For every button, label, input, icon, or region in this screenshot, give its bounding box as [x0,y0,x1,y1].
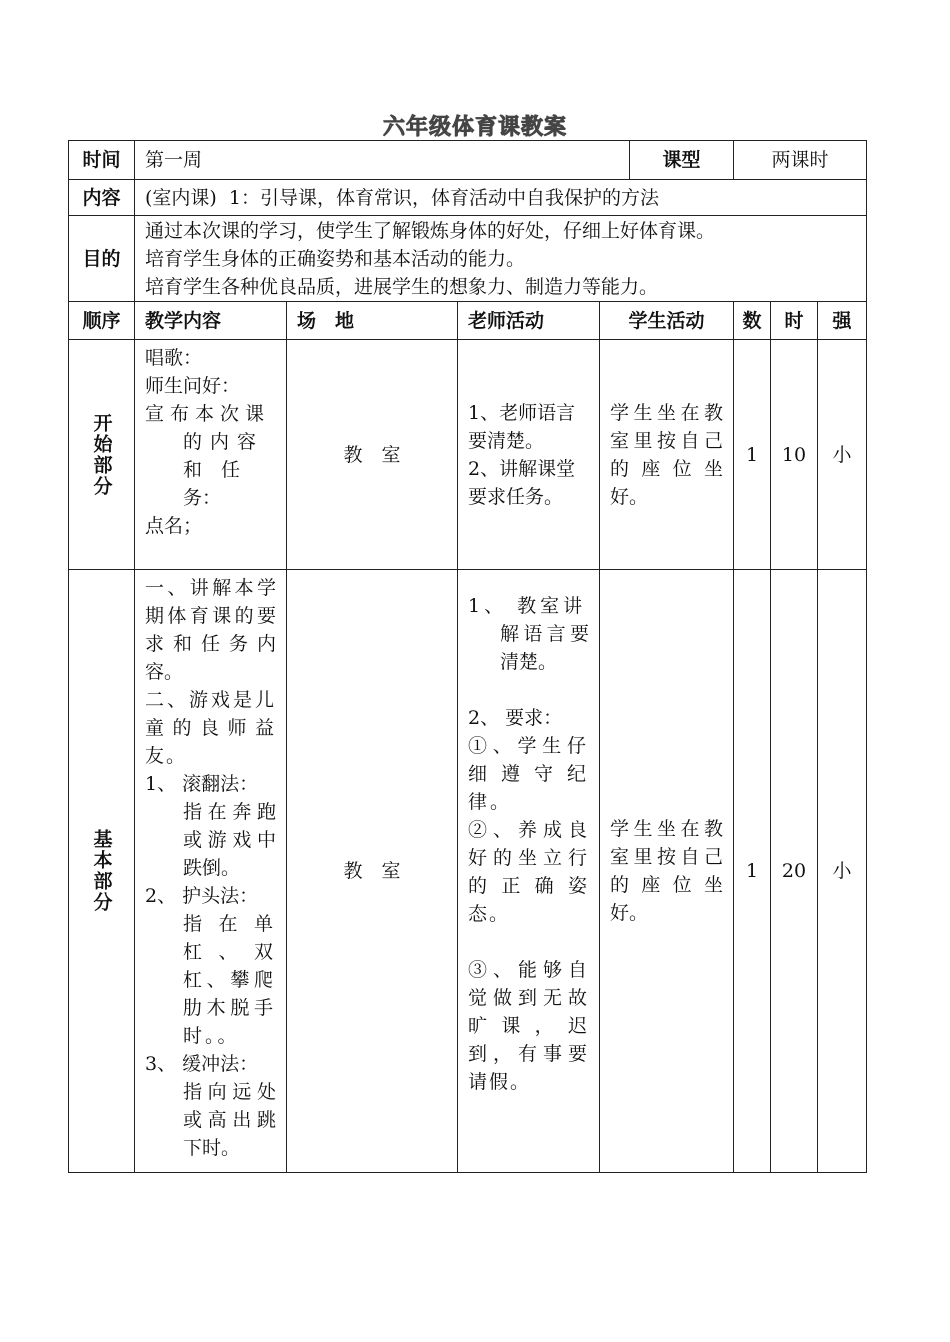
teacher-line: ③、能够自觉做到无故旷课，迟到，有事要请假。 [468,959,589,1093]
content-line: 师生问好： [145,375,241,397]
header-order: 顺序 [69,302,135,340]
content-line: 的内容 [183,431,265,453]
teacher-line: 2、讲解课堂要求任务。 [468,457,576,508]
type-label: 课型 [630,141,734,180]
goal-row [69,216,867,302]
content-line: 3、 缓冲法： [145,1053,259,1075]
goal-line: 通过本次课的学习，使学生了解锻炼身体的好处，仔细上好体育课。 [145,219,716,242]
content-line: 和 任 [183,459,241,481]
content-line: 指在奔跑或游戏中跌倒。 [183,801,276,879]
header-count: 数 [734,302,771,340]
column-header-row [69,302,867,340]
lesson-plan-table [68,140,867,1173]
content-line: 指在单杠、双杠、攀爬肋木脱手时。。 [183,913,276,1047]
teacher-line: ①、学生仔细遵守纪律。 [468,735,589,813]
section-row-main [69,570,867,1173]
teacher-line: 解语言要清楚。 [500,623,589,673]
content-line: 指向远处或高出跳下时。 [183,1081,276,1159]
content-line: 宣布本次课 [145,403,271,425]
teacher-line: 2、 要求： [468,707,563,729]
time-row [69,141,867,180]
section-student: 学生坐在教室里按自己的座位坐好。 [600,570,734,1173]
section-intensity: 小 [818,340,867,570]
content-line: 2、 护头法： [145,885,259,907]
section-content [135,340,287,570]
section-place: 教 室 [287,570,458,1173]
content-line: 一、讲解本学期体育课的要求和任务内容。 [145,577,276,683]
teacher-line: 1、老师语言要清楚。 [468,401,576,452]
section-name-cell [69,570,135,1173]
section-time: 10 [771,340,818,570]
type-value: 两课时 [734,141,867,180]
teacher-line: 1、 教室讲 [468,595,587,617]
content-line: 1、 滚翻法： [145,773,259,795]
document-title: 六年级体育课教案 [382,114,567,140]
content-label: 内容 [69,180,135,216]
content-line: 二、游戏是儿童的良师益友。 [145,689,276,767]
spacer [468,676,589,704]
section-place: 教 室 [287,340,458,570]
section-student: 学生坐在教室里按自己的座位坐好。 [600,340,734,570]
section-teacher [458,570,600,1173]
goal-text [135,216,867,302]
section-count: 1 [734,570,771,1173]
header-time: 时 [771,302,818,340]
time-value: 第一周 [135,141,630,180]
teacher-line: ②、养成良好的坐立行的正确姿态。 [468,819,589,925]
time-label: 时间 [69,141,135,180]
section-row-start [69,340,867,570]
section-name: 基本部分 [90,829,113,913]
content-value: (室内课) 1：引导课，体育常识，体育活动中自我保护的方法 [135,180,867,216]
content-line: 唱歌： [145,347,203,369]
section-name-cell [69,340,135,570]
header-intensity: 强 [818,302,867,340]
section-name: 开始部分 [90,412,113,497]
section-teacher [458,340,600,570]
section-content [135,570,287,1173]
header-teacher: 老师活动 [458,302,600,340]
goal-line: 培育学生身体的正确姿势和基本活动的能力。 [145,247,526,270]
header-student: 学生活动 [600,302,734,340]
section-count: 1 [734,340,771,570]
goal-line: 培育学生各种优良品质，进展学生的想象力、制造力等能力。 [145,275,659,298]
section-intensity: 小 [818,570,867,1173]
content-line: 点名； [145,515,203,537]
goal-label: 目的 [69,216,135,302]
section-time: 20 [771,570,818,1173]
content-row [69,180,867,216]
header-content: 教学内容 [135,302,287,340]
content-line: 务： [183,487,222,509]
header-place: 场 地 [287,302,458,340]
spacer [468,928,589,956]
